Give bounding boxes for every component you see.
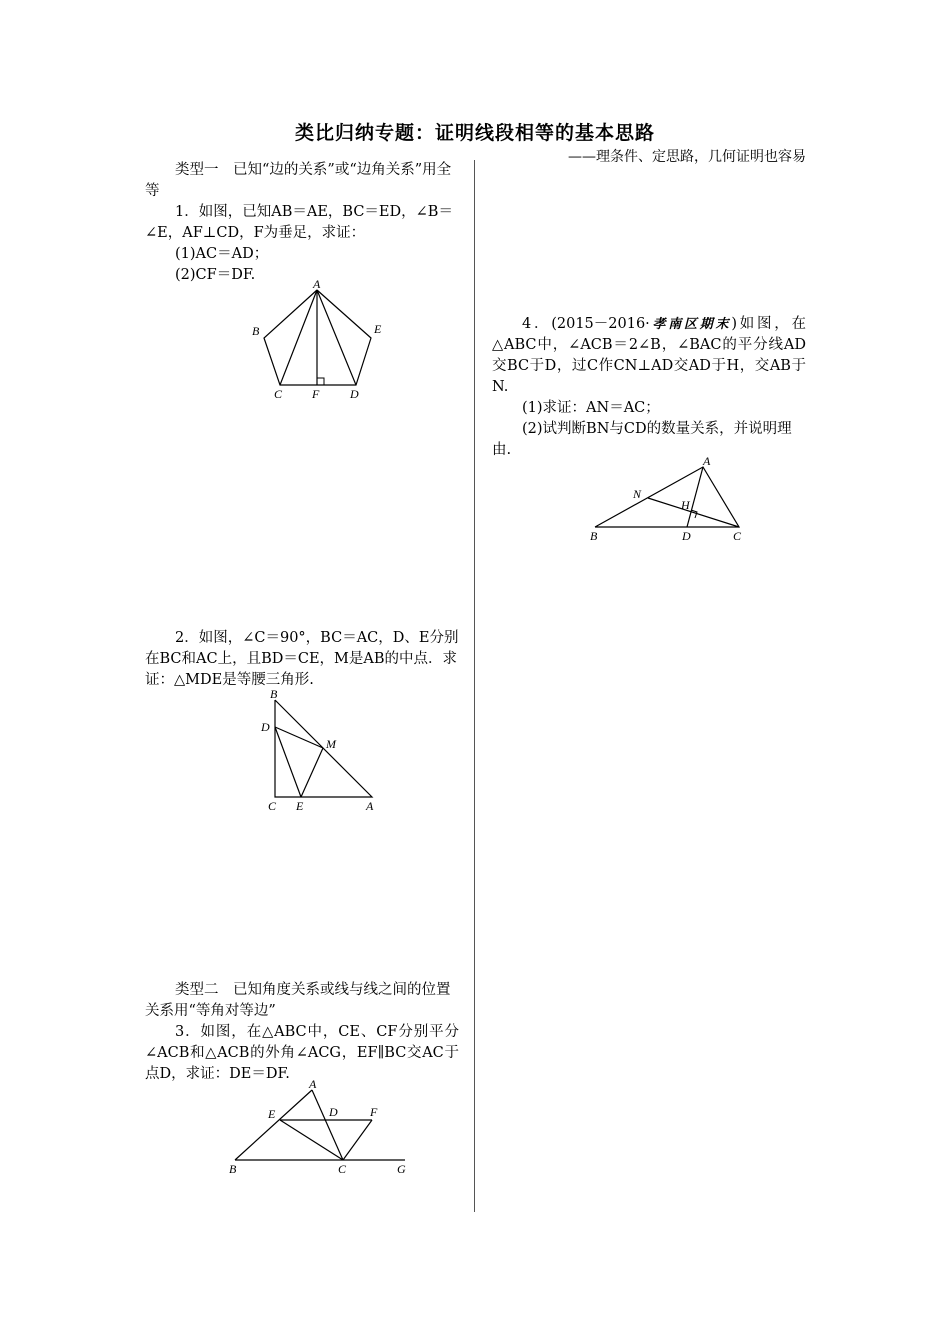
triangle-abc-lines [595, 467, 739, 527]
fig2-label-a: A [366, 799, 374, 813]
problem2-stem: 2．如图，∠C＝90°，BC＝AC，D、E分别在BC和AC上，且BD＝CE，M是AB的中点．求证：△MDE是等腰三角形. [145, 630, 459, 688]
fig2-label-c: C [268, 799, 277, 813]
problem1-part1: (1)AC＝AD； [175, 246, 269, 262]
fig4-label-c: C [733, 529, 742, 543]
fig2-label-e: E [296, 799, 304, 813]
fig3-label-f: F [370, 1105, 378, 1119]
section1-heading: 类型一 已知“边的关系”或“边角关系”用全等 [145, 162, 452, 199]
fig1-label-e: E [374, 322, 382, 336]
problem4-stem-a: 4．(2015－2016· [522, 316, 650, 332]
fig1-label-f: F [312, 387, 320, 401]
fig3-label-c: C [338, 1162, 347, 1176]
fig3-label-b: B [229, 1162, 237, 1176]
fig1-label-d: D [350, 387, 359, 401]
fig3-label-g: G [397, 1162, 406, 1176]
problem1-part2: (2)CF＝DF. [175, 267, 256, 283]
fig4-label-a: A [703, 454, 711, 468]
fig3-label-d: D [329, 1105, 338, 1119]
page-subtitle: ——理条件、定思路，几何证明也容易 [568, 149, 806, 165]
fig1-label-b: B [252, 324, 260, 338]
fig3-label-a: A [309, 1077, 317, 1091]
fig2-label-m: M [326, 737, 336, 751]
fig2-label-d: D [261, 720, 270, 734]
fig3-label-e: E [268, 1107, 276, 1121]
page-title: 类比归纳专题：证明线段相等的基本思路 [294, 122, 655, 144]
problem4-source: 孝南区期末 [649, 317, 732, 332]
fig4-label-d: D [682, 529, 691, 543]
fig1-label-c: C [274, 387, 283, 401]
fig4-label-n: N [633, 487, 642, 501]
problem4-part2: (2)试判断BN与CD的数量关系，并说明理由. [492, 421, 792, 458]
problem4-stem-b: )如图，在△ABC中，∠ACB＝2∠B，∠BAC的平分线AD交BC于D，过C作CN⊥AD交AD于H，交AB于N. [492, 316, 806, 395]
problem4-part1: (1)求证：AN＝AC； [522, 400, 660, 416]
fig4-label-b: B [590, 529, 598, 543]
fig1-label-a: A [313, 277, 321, 291]
section2-heading: 类型二 已知角度关系或线与线之间的位置关系用“等角对等边” [145, 982, 451, 1019]
fig2-label-b: B [270, 687, 278, 701]
problem1-stem: 1．如图，已知AB＝AE，BC＝ED，∠B＝∠E，AF⊥CD，F为垂足，求证： [145, 204, 453, 241]
problem3-stem: 3．如图，在△ABC中，CE、CF分别平分∠ACB和△ACB的外角∠ACG，EF∥BC交AC于点D，求证：DE＝DF. [145, 1024, 459, 1082]
fig4-label-h: H [681, 498, 690, 512]
